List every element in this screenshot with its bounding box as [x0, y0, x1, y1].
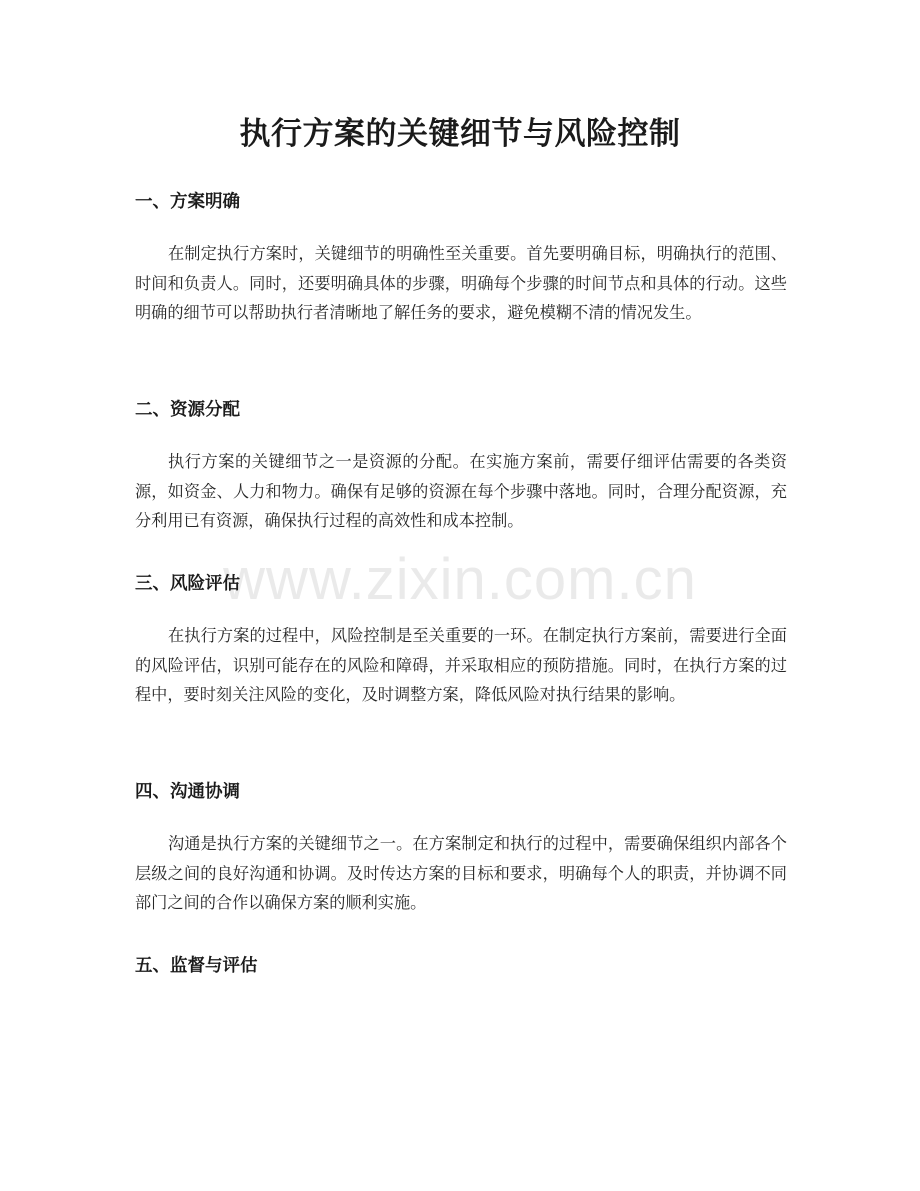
- section-resource-allocation: [135, 397, 787, 536]
- watermark: www.zixin.com.cn: [223, 547, 697, 612]
- section-risk-assessment: [135, 571, 787, 710]
- section-paragraph: 执行方案的关键细节之一是资源的分配。在实施方案前，需要仔细评估需要的各类资源，如资金、人力和物力。确保有足够的资源在每个步骤中落地。同时，合理分配资源，充分利用已有资源，确保执行过程的高效性和成本控制。: [135, 452, 787, 531]
- section-heading: 三、风险评估: [135, 574, 240, 594]
- section-supervision-evaluation: [135, 953, 787, 979]
- document-title: 执行方案的关键细节与风险控制: [239, 116, 681, 152]
- section-paragraph: 沟通是执行方案的关键细节之一。在方案制定和执行的过程中，需要确保组织内部各个层级之间的良好沟通和协调。及时传达方案的目标和要求，明确每个人的职责，并协调不同部门之间的合作以确保方案的顺利实施。: [135, 834, 787, 913]
- section-communication: [135, 779, 787, 918]
- section-paragraph: 在制定执行方案时，关键细节的明确性至关重要。首先要明确目标，明确执行的范围、时间和负责人。同时，还要明确具体的步骤，明确每个步骤的时间节点和具体的行动。这些明确的细节可以帮助执行者清晰地了解任务的要求，避免模糊不清的情况发生。: [135, 244, 787, 323]
- section-plan-clarity: [135, 189, 787, 328]
- section-paragraph: 在执行方案的过程中，风险控制是至关重要的一环。在制定执行方案前，需要进行全面的风险评估，识别可能存在的风险和障碍，并采取相应的预防措施。同时，在执行方案的过程中，要时刻关注风险的变化，及时调整方案，降低风险对执行结果的影响。: [135, 626, 787, 705]
- section-heading: 二、资源分配: [135, 400, 240, 420]
- section-heading: 四、沟通协调: [135, 782, 240, 802]
- section-heading: 五、监督与评估: [135, 956, 258, 976]
- section-heading: 一、方案明确: [135, 192, 240, 212]
